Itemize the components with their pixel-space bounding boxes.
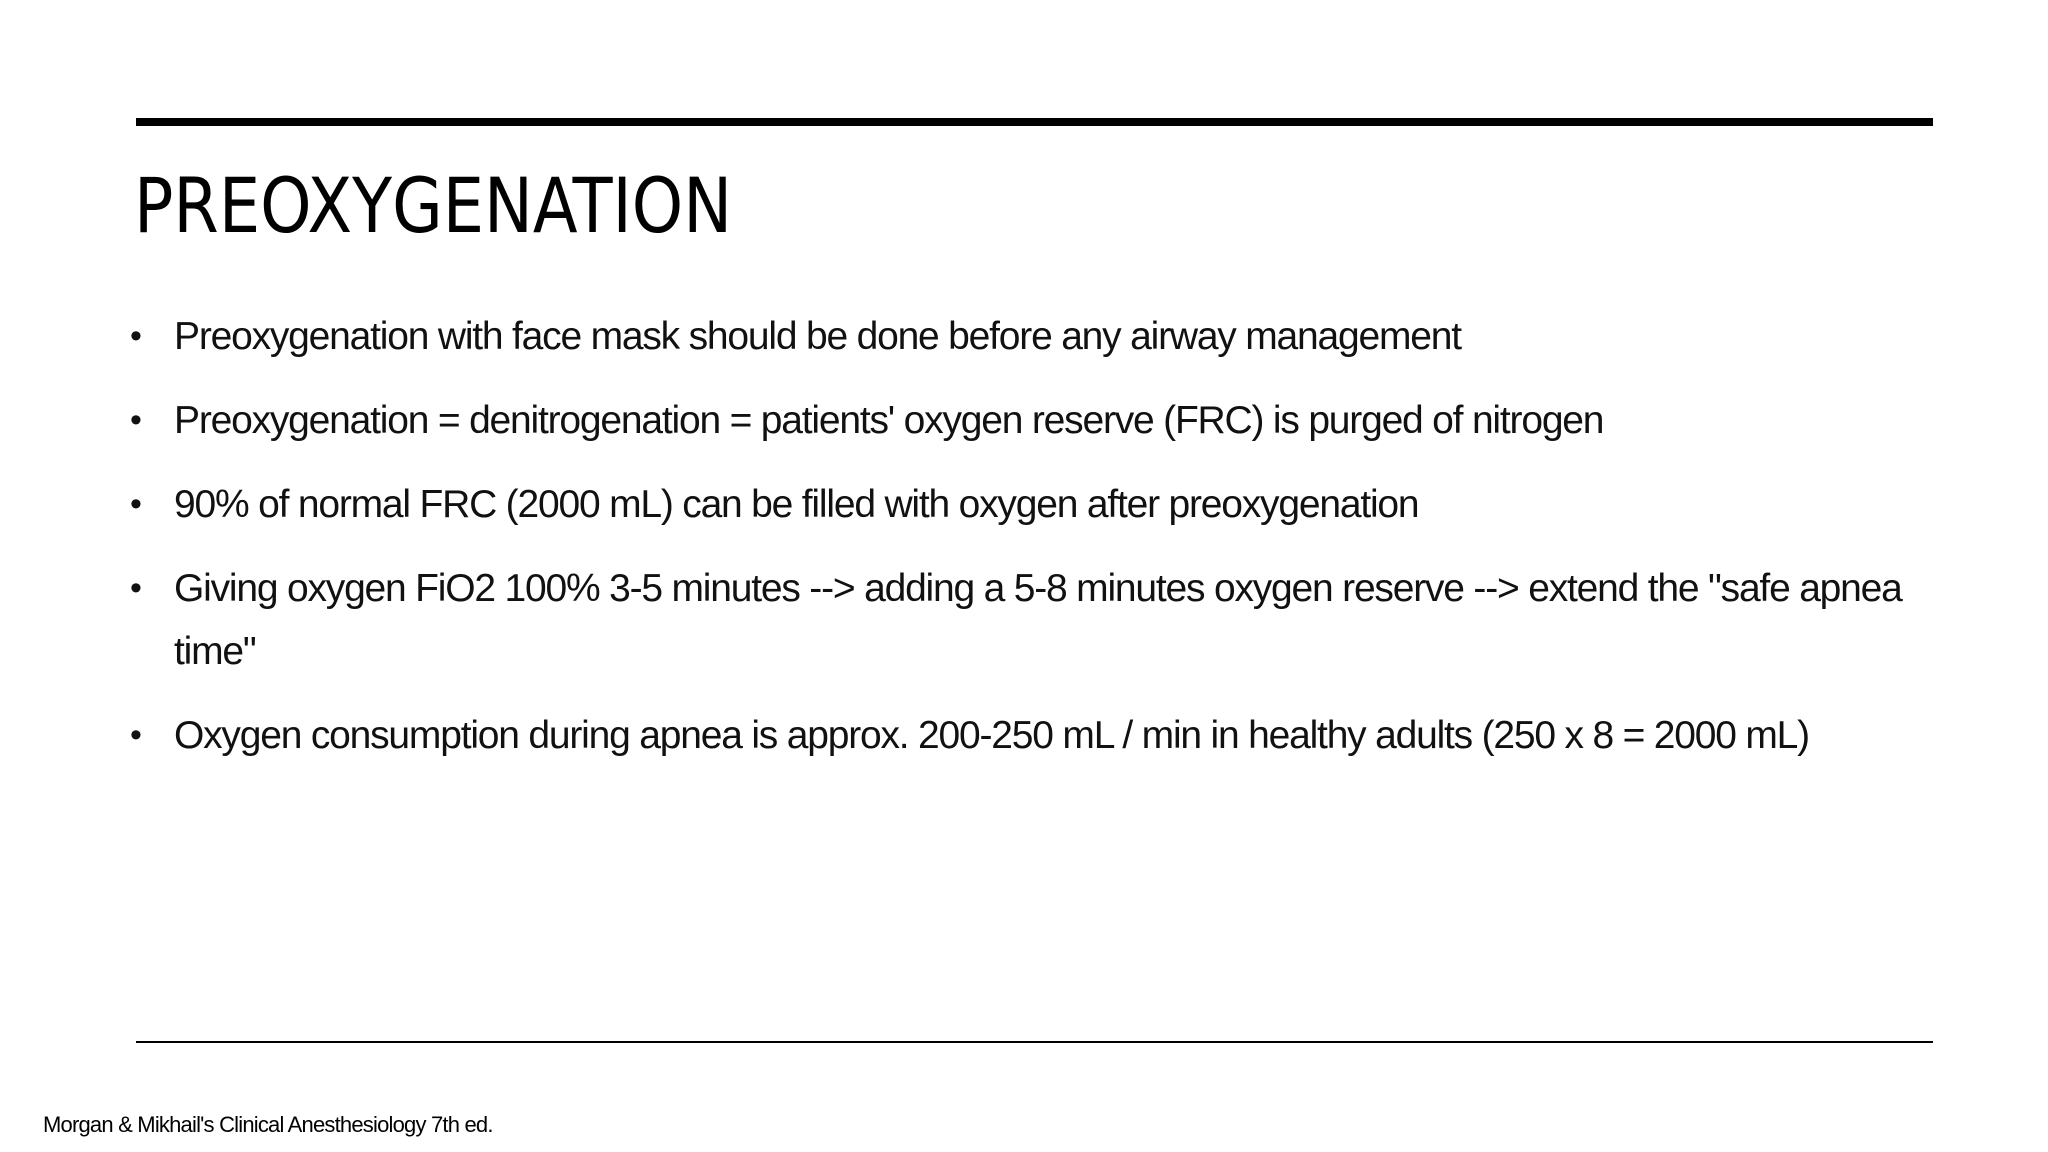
bullet-item: • Preoxygenation with face mask should be done before any airway management — [130, 305, 1920, 368]
bullet-item: • Giving oxygen FiO2 100% 3-5 minutes --> adding a 5-8 minutes oxygen reserve --> extend the "safe apnea time" — [130, 557, 1920, 683]
top-divider — [136, 118, 1933, 126]
bullet-item: • Oxygen consumption during apnea is approx. 200-250 mL / min in healthy adults (250 x 8 = 2000 mL) — [130, 704, 1920, 767]
bullet-item: • Preoxygenation = denitrogenation = patients' oxygen reserve (FRC) is purged of nitrogen — [130, 389, 1920, 452]
bullet-item: • 90% of normal FRC (2000 mL) can be filled with oxygen after preoxygenation — [130, 473, 1920, 536]
source-citation: Morgan & Mikhail's Clinical Anesthesiology 7th ed. — [43, 1112, 493, 1137]
bullet-list — [130, 305, 1920, 788]
bottom-divider — [136, 1041, 1933, 1043]
slide-title: PREOXYGENATION — [134, 161, 733, 250]
